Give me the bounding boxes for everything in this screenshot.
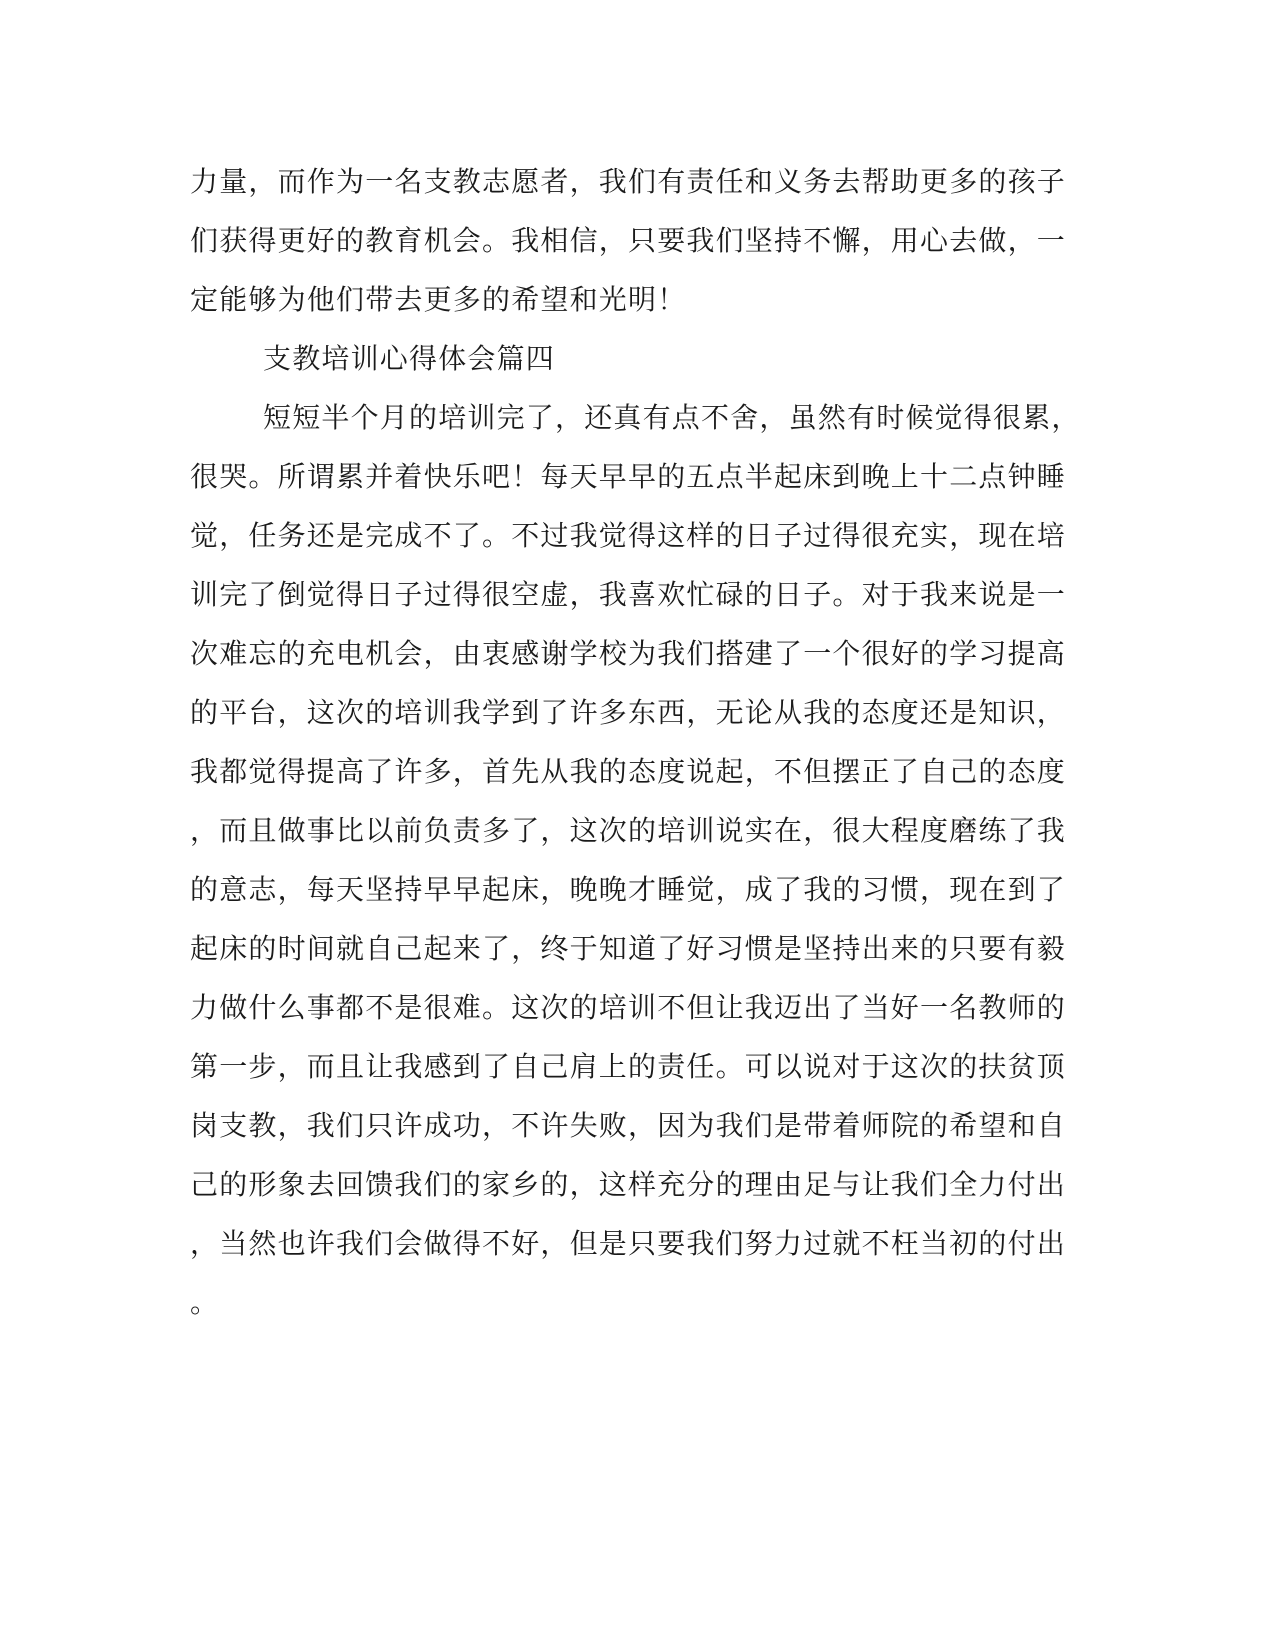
- text-line: 很哭。所谓累并着快乐吧！每天早早的五点半起床到晚上十二点钟睡: [190, 460, 1067, 493]
- text-line: ，当然也许我们会做得不好，但是只要我们努力过就不枉当初的付出: [190, 1227, 1067, 1260]
- text-line: ，而且做事比以前负责多了，这次的培训说实在，很大程度磨练了我: [190, 814, 1067, 847]
- text-line: 。: [190, 1286, 220, 1319]
- text-line: 力量，而作为一名支教志愿者，我们有责任和义务去帮助更多的孩子: [190, 165, 1067, 198]
- text-line: 短短半个月的培训完了，还真有点不舍，虽然有时候觉得很累，: [263, 401, 1081, 434]
- text-line: 我都觉得提高了许多，首先从我的态度说起，不但摆正了自己的态度: [190, 755, 1067, 788]
- text-line: 第一步，而且让我感到了自己肩上的责任。可以说对于这次的扶贫顶: [190, 1050, 1067, 1083]
- text-line: 的平台，这次的培训我学到了许多东西，无论从我的态度还是知识，: [190, 696, 1067, 729]
- text-line: 觉，任务还是完成不了。不过我觉得这样的日子过得很充实，现在培: [190, 519, 1067, 552]
- text-line: 次难忘的充电机会，由衷感谢学校为我们搭建了一个很好的学习提高: [190, 637, 1067, 670]
- text-line: 训完了倒觉得日子过得很空虚，我喜欢忙碌的日子。对于我来说是一: [190, 578, 1067, 611]
- text-line: 的意志，每天坚持早早起床，晚晚才睡觉，成了我的习惯，现在到了: [190, 873, 1067, 906]
- text-line: 定能够为他们带去更多的希望和光明！: [190, 283, 687, 316]
- text-line: 己的形象去回馈我们的家乡的，这样充分的理由足与让我们全力付出: [190, 1168, 1067, 1201]
- text-line: 起床的时间就自己起来了，终于知道了好习惯是坚持出来的只要有毅: [190, 932, 1067, 965]
- section-heading: 支教培训心得体会篇四: [263, 342, 556, 375]
- text-line: 力做什么事都不是很难。这次的培训不但让我迈出了当好一名教师的: [190, 991, 1067, 1024]
- text-line: 岗支教，我们只许成功，不许失败，因为我们是带着师院的希望和自: [190, 1109, 1067, 1142]
- text-line: 们获得更好的教育机会。我相信，只要我们坚持不懈，用心去做，一: [190, 224, 1067, 257]
